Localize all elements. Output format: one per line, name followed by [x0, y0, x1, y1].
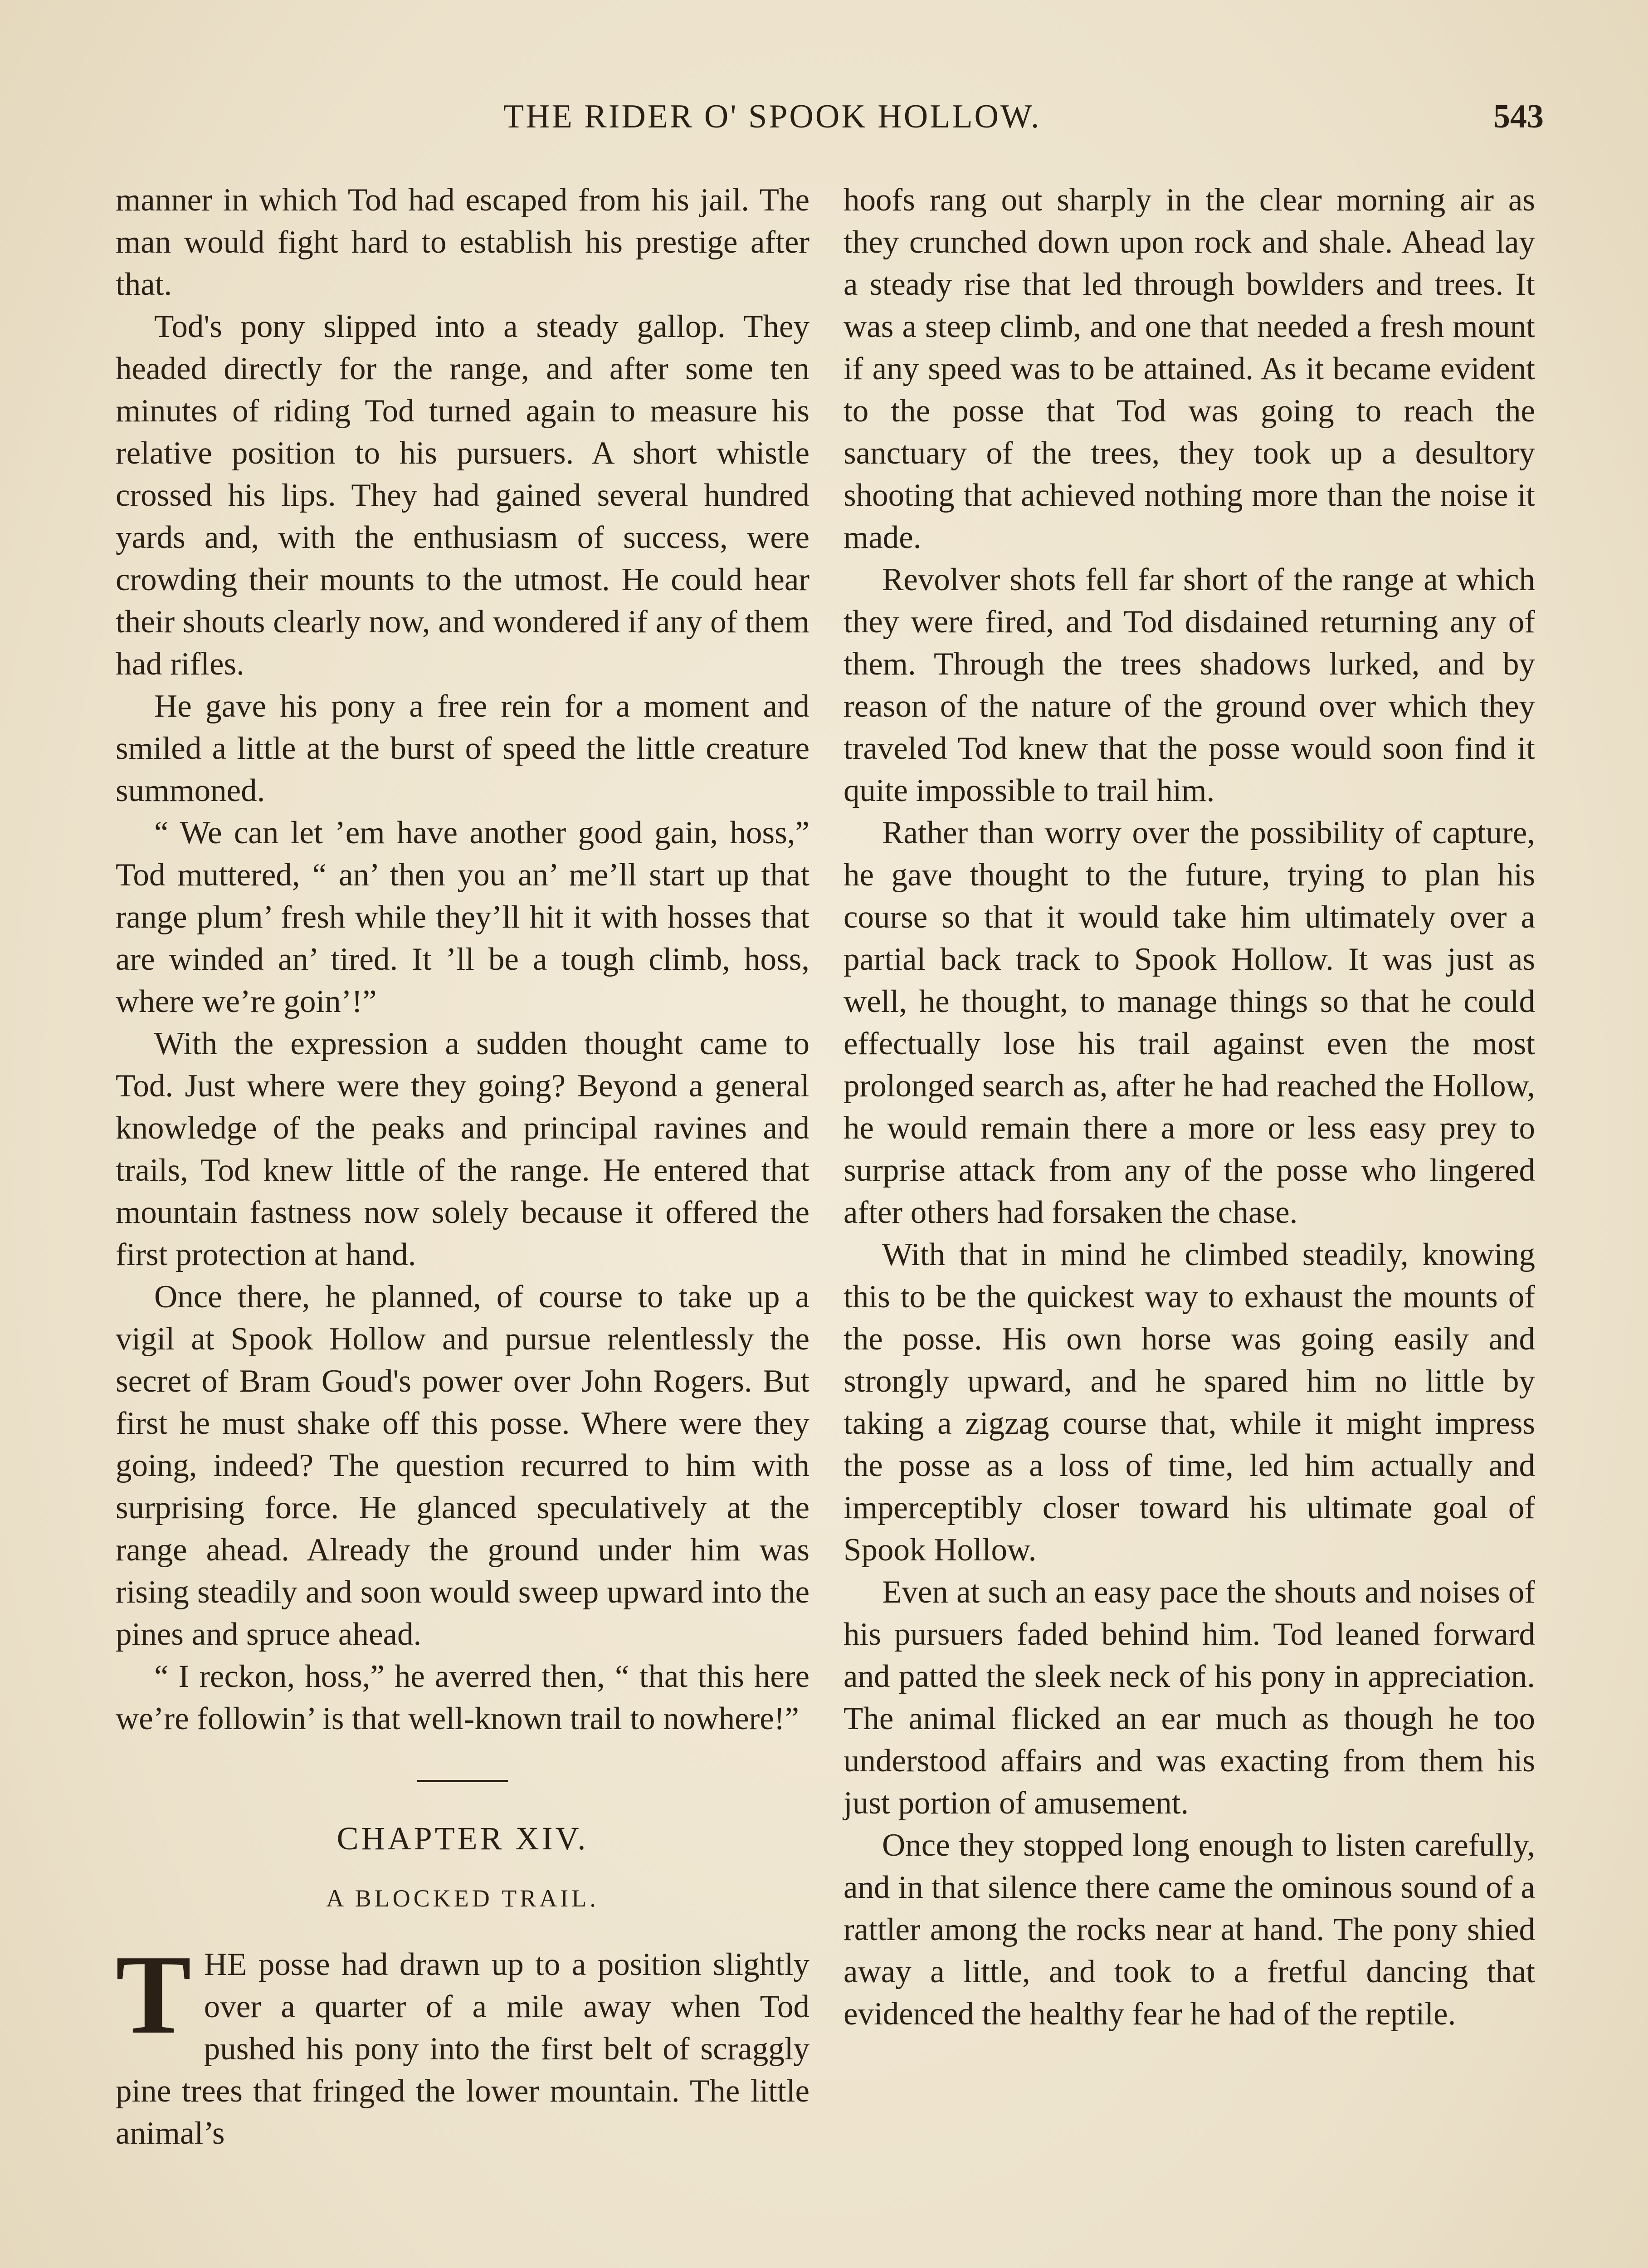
opening-text: HE posse had drawn up to a position slightly over a quarter of a mile away when Tod pushed his pony into the first belt of scraggly pine trees that fringed the lower mountain. The little animal’s — [116, 1947, 809, 2151]
paragraph: “ We can let ’em have another good gain, hoss,” Tod muttered, “ an’ then you an’ me’ll start up that range plum’ fresh while they’ll hit it with hosses that are winded an’ tired. It ’ll be a tough climb, hoss, where we’re goin’!” — [116, 815, 809, 1019]
paragraph: manner in which Tod had escaped from his jail. The man would fight hard to establish his prestige after that. — [116, 182, 809, 302]
paragraph: Once they stopped long enough to listen carefully, and in that silence there came the ominous sound of a rattler among the rocks near at hand. The pony shied away a little, and took to a fretful dancing that evidenced the healthy fear he had of the reptile. — [844, 1828, 1535, 2032]
chapter-opening-paragraph — [116, 1932, 809, 2155]
section-divider — [417, 1780, 508, 1782]
chapter-subtitle: A BLOCKED TRAIL. — [326, 1885, 599, 1912]
paragraph: With the expression a sudden thought came to Tod. Just where were they going? Beyond a general knowledge of the peaks and principal ravines and trails, Tod knew little of the range. He entered that mountain fastness now solely because it offered the first protection at hand. — [116, 1026, 809, 1272]
chapter-title: CHAPTER XIV. — [336, 1820, 589, 1857]
page-header — [118, 98, 1544, 152]
paragraph: He gave his pony a free rein for a moment and smiled a little at the burst of speed the little creature summoned. — [116, 689, 809, 808]
page-number: 543 — [1493, 98, 1544, 135]
running-head: THE RIDER O' SPOOK HOLLOW. — [503, 98, 1041, 135]
paragraph: Even at such an easy pace the shouts and noises of his pursuers faded behind him. Tod leaned forward and patted the sleek neck of his pony in appreciation. The animal flicked an ear much as though he too understood affairs and was exacting from them his just portion of amusement. — [844, 1574, 1535, 1821]
paragraph: Tod's pony slipped into a steady gallop. They headed directly for the range, and after some ten minutes of riding Tod turned again to measure his relative position to his pursuers. A short whistle crossed his lips. They had gained several hundred yards and, with the enthusiasm of success, were crowding their mounts to the utmost. He could hear their shouts clearly now, and wondered if any of them had rifles. — [116, 309, 809, 682]
paragraph: Once there, he planned, of course to take up a vigil at Spook Hollow and pursue relentlessly the secret of Bram Goud's power over John Rogers. But first he must shake off this posse. Where were they going, indeed? The question recurred to him with surprising force. He glanced speculatively at the range ahead. Already the ground under him was rising steadily and soon would sweep upward into the pines and spruce ahead. — [116, 1279, 809, 1652]
paragraph: With that in mind he climbed steadily, knowing this to be the quickest way to exhaust the mounts of the posse. His own horse was going easily and strongly upward, and he spared him no little by taking a zigzag course that, while it might impress the posse as a loss of time, led him actually and imperceptibly closer toward his ultimate goal of Spook Hollow. — [844, 1237, 1535, 1568]
left-column — [116, 179, 809, 2155]
paragraph: Revolver shots fell far short of the range at which they were fired, and Tod disdained returning any of them. Through the trees shadows lurked, and by reason of the nature of the ground over which they traveled Tod knew that the posse would soon find it quite impossible to trail him. — [844, 562, 1535, 808]
drop-cap: T — [116, 1932, 191, 2058]
paragraph: Rather than worry over the possibility of capture, he gave thought to the future, trying to plan his course so that it would take him ultimately over a partial back track to Spook Hollow. It was just as well, he thought, to manage things so that he could effectually lose his trail against even the most prolonged search as, after he had reached the Hollow, he would remain there a more or less easy prey to surprise attack from any of the posse who lingered after others had forsaken the chase. — [844, 815, 1535, 1230]
right-column — [844, 179, 1535, 2035]
paragraph: hoofs rang out sharply in the clear morning air as they crunched down upon rock and shale. Ahead lay a steady rise that led through bowlders and trees. It was a steep climb, and one that needed a fresh mount if any speed was to be attained. As it became evident to the posse that Tod was going to reach the sanctuary of the trees, they took up a desultory shooting that achieved nothing more than the noise it made. — [844, 182, 1535, 555]
paragraph: “ I reckon, hoss,” he averred then, “ that this here we’re followin’ is that well-known trail to nowhere!” — [116, 1659, 809, 1736]
